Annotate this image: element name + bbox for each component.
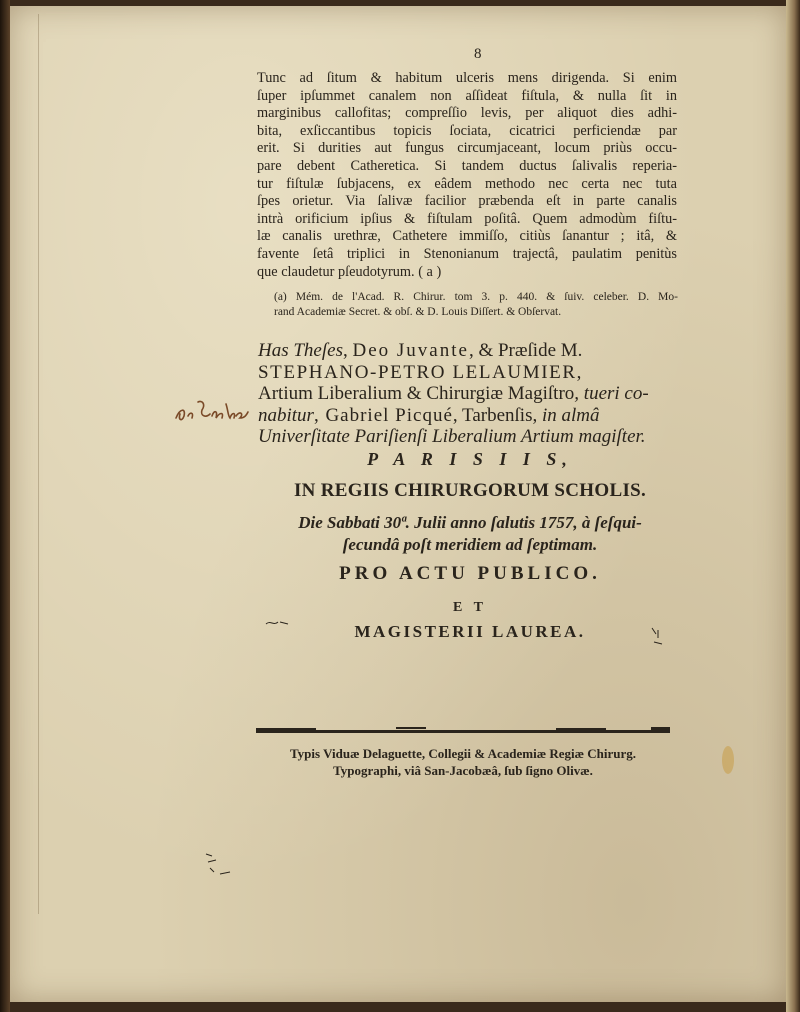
text-line: læ canalis urethræ, Cathetere immiſſo, citiùs ſanantur ; itâ, & [257,228,677,245]
thesis-text: Artium Liberalium & Chirurgiæ Magiſtro [258,383,575,404]
text-line: favente ſetâ triplici in Stenonianum trajectâ, paulatim penitùs [257,245,677,262]
text-line: tur fiſtulæ ſubjacens, ex eâdem methodo nec certa nec tuta [257,175,677,192]
conjunction: E T [453,600,487,615]
city-line: P A R I S I I S, [367,449,573,469]
body-paragraph [257,70,677,281]
footnote [274,290,678,320]
footnote-line: rand Academiæ Secret. & obſ. & D. Louis Diſſert. & Obſervat. [274,306,562,318]
act-heading: PRO ACTU PUBLICO. [339,563,601,584]
handwritten-signature [172,390,252,430]
thesis-text: in almâ [541,404,600,426]
thesis-text: , Gabriel Picqué [313,404,453,426]
printer-imprint [256,745,670,779]
text-line: ſuper ipſummet canalem non aſſideat fiſtula, & nulla ſit in [257,87,677,104]
text-line: bita, exſiccantibus topicis ſociata, cicatrici perficiendæ par [257,122,677,139]
thesis-text: , [342,340,353,361]
thesis-text: , & Præſide M. [468,340,583,361]
degree-heading: MAGISTERII LAUREA. [354,622,586,641]
ink-speck [648,624,668,650]
thesis-line-5: Univerſitate Pariſienſi Liberalium Artium magiſter. [258,426,646,447]
thesis-line-4 [258,405,682,427]
thesis-line-1 [258,340,682,362]
thesis-text: , Tarbenſis, [452,404,542,426]
text-line: marginibus callofitas; compreſſio levis, per aliquot dies adhi- [257,105,677,122]
imprint-line-1: Typis Viduæ Delaguette, Collegii & Academiæ Regiæ Chirurg. [289,746,637,761]
ink-speck [202,848,238,884]
thesis-statement [258,340,682,448]
page-edge [786,0,800,1012]
thesis-line-3 [258,383,682,405]
ornamental-rule [256,727,670,736]
thesis-text: nabitur [258,404,314,426]
book-spine [0,0,10,1012]
imprint-line-2: Typographi, viâ San-Jacobæâ, ſub ſigno Olivæ. [333,763,593,778]
ink-speck [264,616,292,630]
thesis-text: , tueri co- [574,383,649,404]
date-line [258,512,682,556]
page-number: 8 [474,46,482,62]
text-line: pare debent Catheretica. Si tandem ductus ſalivalis reperia- [257,157,677,174]
paper-stain [718,742,738,778]
text-line: Tunc ad ſitum & habitum ulceris mens dirigenda. Si enim [257,70,677,86]
text-line: erit. Si durities aut fungus circumjaceant, locum priùs occu- [257,140,677,157]
text-line: ſpes orietur. Via ſalivæ facilior præbenda eſt in parte canalis [257,193,677,210]
thesis-text: Deo Juvante [352,340,469,361]
thesis-line-2: STEPHANO-PETRO LELAUMIER, [258,361,583,383]
thesis-text: Has Theſes [258,340,343,361]
date-line-1: Die Sabbati 30ª. Julii anno ſalutis 1757, à ſeſqui- [298,513,642,532]
footnote-line: (a) Mém. de l'Acad. R. Chirur. tom 3. p. 440. & ſuiv. celeber. D. Mo- [274,291,678,303]
text-line: intrà orificium ipſius & fiſtulam poſitâ. Quem admodùm fiſtu- [257,210,677,227]
venue-line: IN REGIIS CHIRURGORUM SCHOLIS. [293,480,647,501]
text-line: que claudetur pſeudotyrum. ( a ) [257,263,442,280]
date-line-2: ſecundâ poſt meridiem ad ſeptimam. [342,535,598,554]
